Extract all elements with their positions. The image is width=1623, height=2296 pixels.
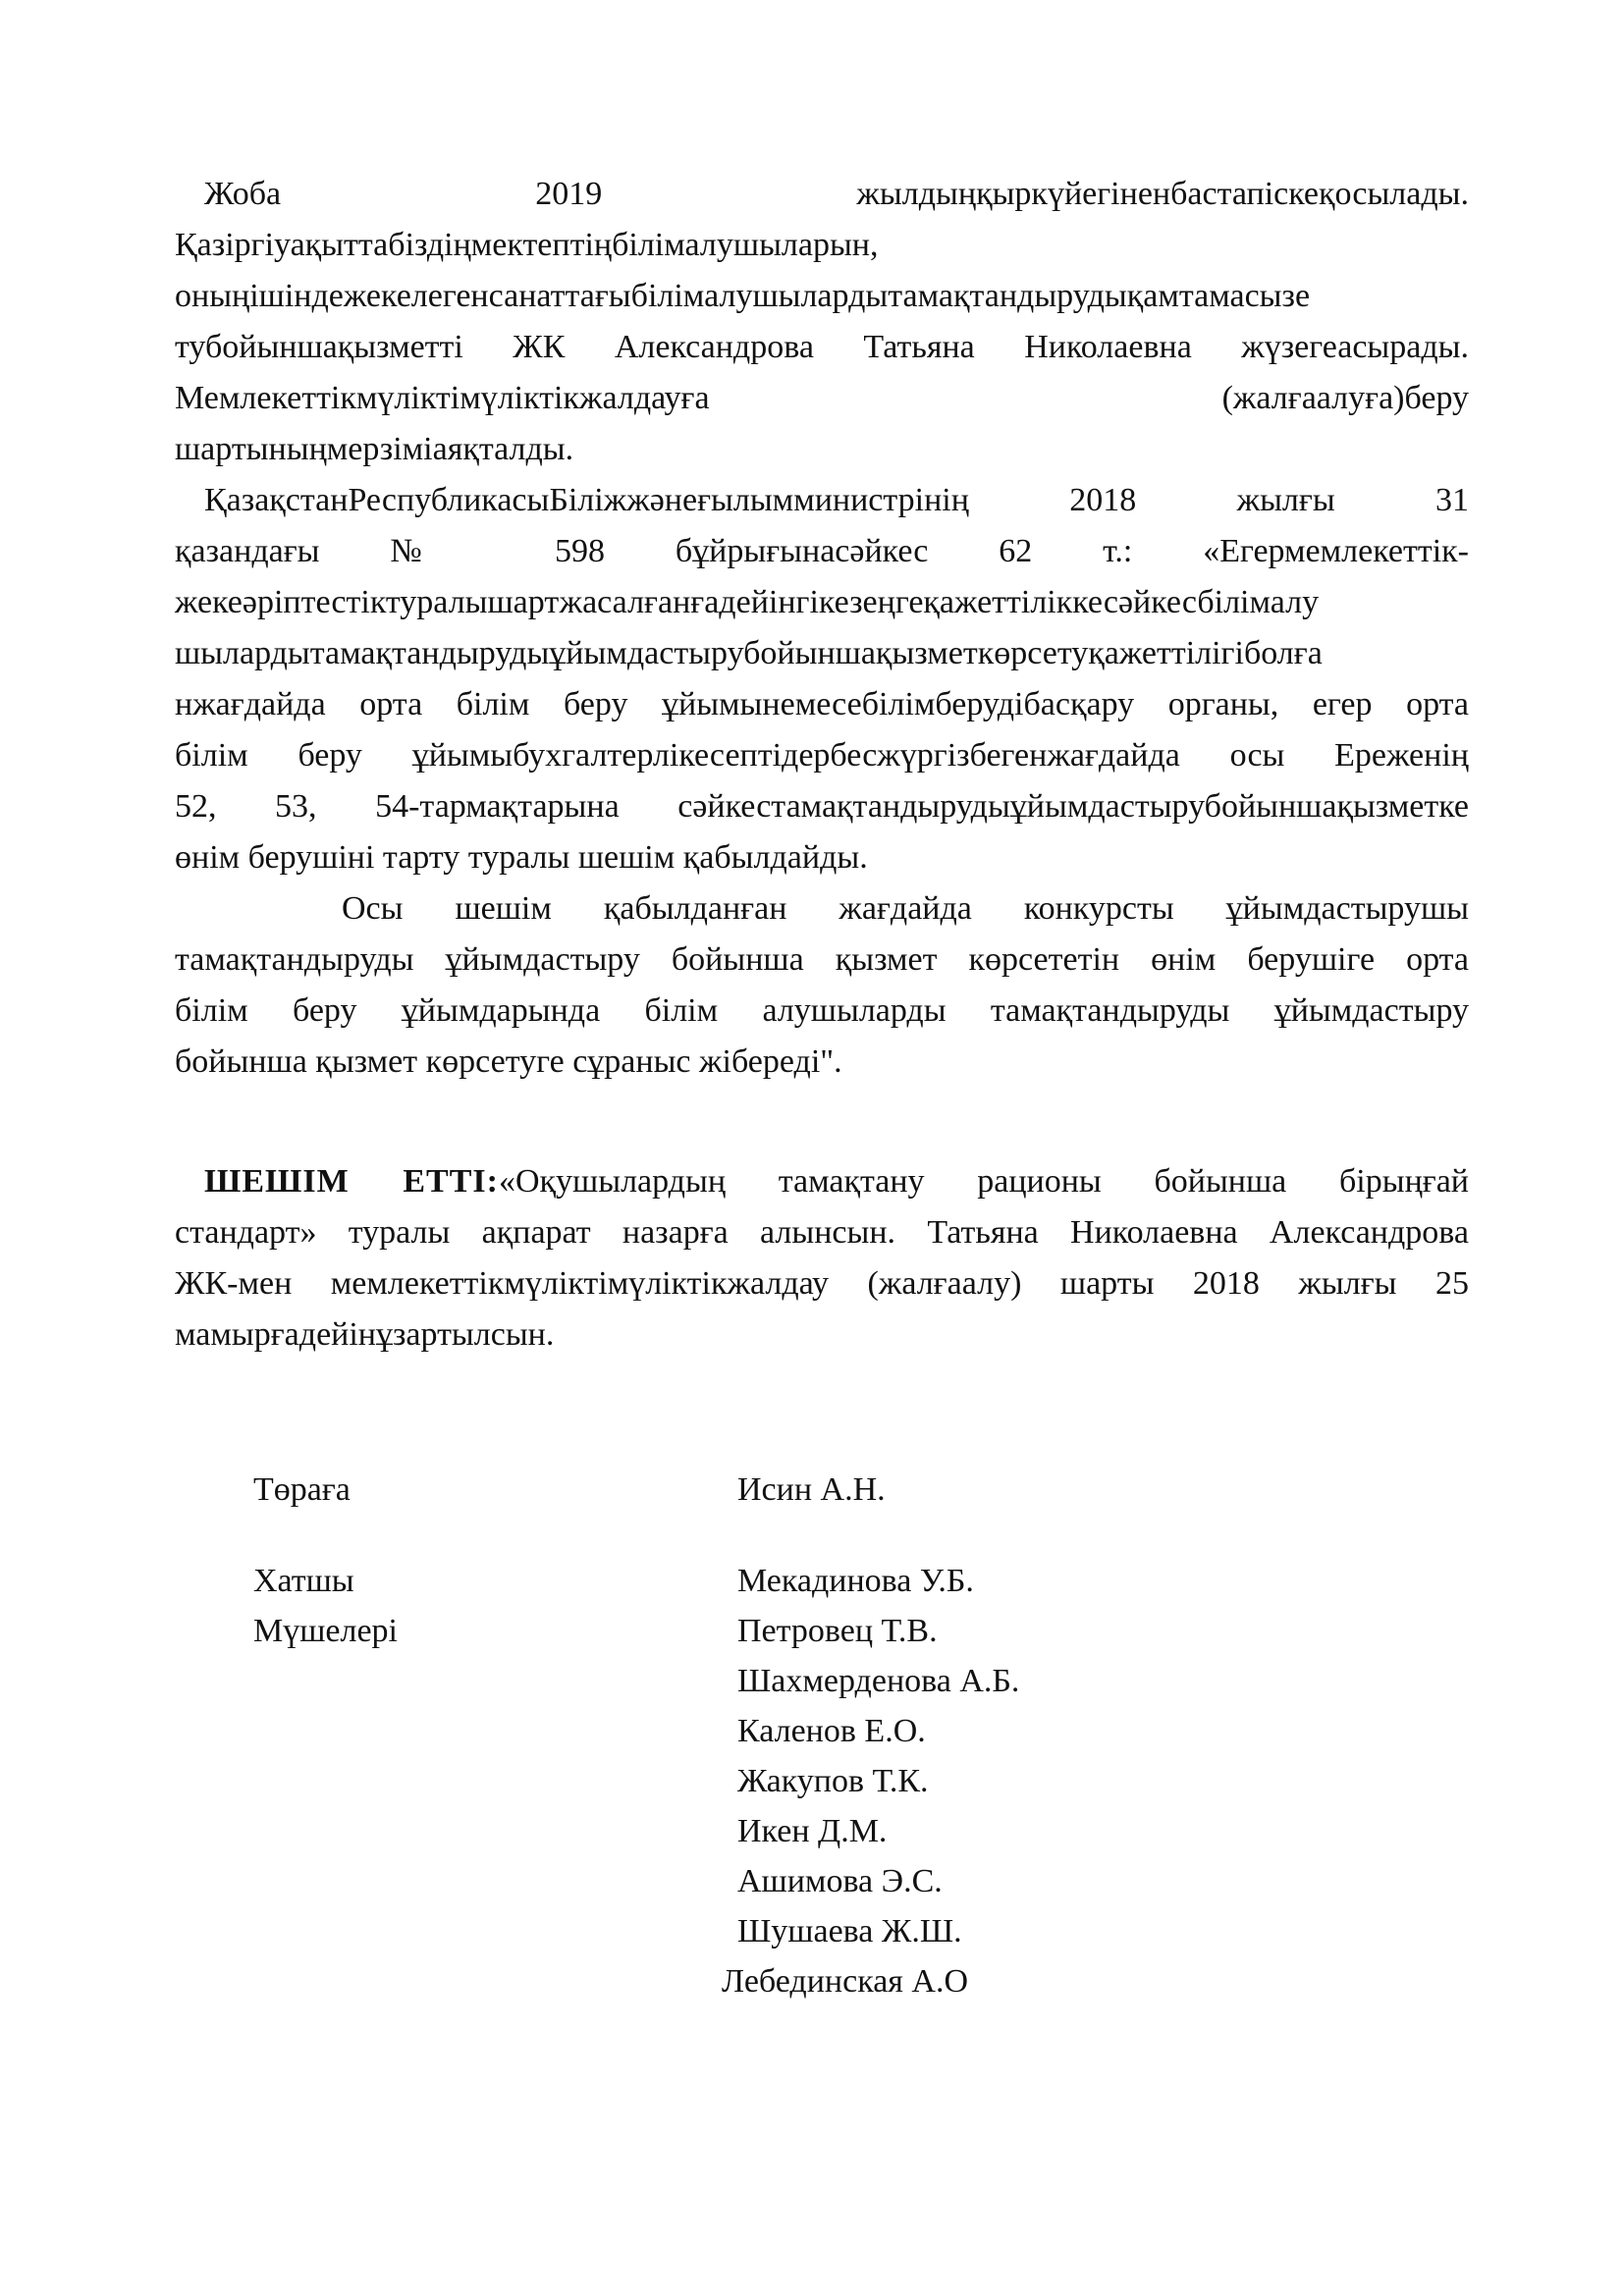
text-line: шартыныңмерзіміаяқталды. (175, 431, 574, 467)
text-line: тубойыншақызметті ЖК Александрова Татьяна Николаевна жүзегеасырады. (175, 329, 1469, 365)
text-line: білім беру ұйымыбухгалтерлікесептідербесжүргізбегенжағдайда осы Ереженің (175, 737, 1469, 774)
text-line: стандарт» туралы ақпарат назарға алынсын. Татьяна Николаевна Александрова (175, 1214, 1469, 1251)
text-line: мамырғадейінұзартылсын. (175, 1316, 555, 1353)
chair-label: Төраға (253, 1471, 351, 1508)
text-line: оныңішіндежекелегенсанаттағыбілімалушылардытамақтандырудықамтамасызе (175, 278, 1311, 314)
text-line: 52, 53, 54-тармақтарына сәйкестамақтандырудыұйымдастырубойыншақызметке (175, 788, 1469, 825)
text-line: ҚазақстанРеспубликасыБіліжжәнеғылымминистрінің 2018 жылғы 31 (204, 482, 1469, 518)
text-line: Қазіргіуақыттабіздіңмектептіңбілімалушыларын, (175, 227, 879, 263)
text-line: нжағдайда орта білім беру ұйымынемесебілімберудібасқару органы, егер орта (175, 686, 1469, 722)
text-line: тамақтандыруды ұйымдастыру бойынша қызмет көрсететін өнім берушіге орта (175, 941, 1469, 978)
text-line: Мемлекеттікмүліктімүліктікжалдауға (жалғаалуға)беру (175, 380, 1469, 416)
text-line: жекеәріптестіктуралышартжасалғанғадейінгікезеңгеқажеттіліккесәйкесбілімалу (175, 584, 1320, 620)
decision-label: ШЕШІМ ЕТТІ: (204, 1163, 499, 1200)
text-line: шылардытамақтандырудыұйымдастырубойыншақызметкөрсетуқажеттілігіболға (175, 635, 1323, 671)
member-name: Шушаева Ж.Ш. (737, 1913, 962, 1949)
secretary-name: Мекадинова У.Б. (737, 1563, 974, 1599)
member-name: Икен Д.М. (737, 1813, 888, 1849)
member-name: Ашимова Э.С. (737, 1863, 943, 1899)
member-name: Каленов Е.О. (737, 1713, 926, 1749)
member-name: Шахмерденова А.Б. (737, 1663, 1020, 1699)
member-name: Лебединская А.О (722, 1963, 969, 2000)
text-line: білім беру ұйымдарында білім алушыларды тамақтандыруды ұйымдастыру (175, 992, 1469, 1029)
text-line: Осы шешім қабылданған жағдайда конкурсты ұйымдастырушы (342, 890, 1469, 927)
decision-text: «Оқушылардың тамақтану рационы бойынша бірыңғай (498, 1163, 1469, 1200)
text-line: қазандағы № 598 бұйрығынасәйкес 62 т.: «Егермемлекеттік- (175, 533, 1469, 569)
text-line: ЖК-мен мемлекеттікмүліктімүліктікжалдау (жалғаалу) шарты 2018 жылғы 25 (175, 1265, 1469, 1302)
text-line: өнім берушіні тарту туралы шешім қабылдайды. (175, 839, 868, 876)
members-label: Мүшелері (253, 1613, 399, 1649)
text-line: бойынша қызмет көрсетуге сұраныс жібереді". (175, 1043, 842, 1080)
member-name: Жакупов Т.К. (737, 1763, 929, 1799)
text-line: Жоба 2019 жылдыңқыркүйегіненбастапіскеқосылады. (204, 176, 1469, 212)
member-name: Петровец Т.В. (737, 1613, 938, 1649)
text-line (175, 1156, 1469, 1207)
chair-name: Исин А.Н. (737, 1471, 886, 1508)
secretary-label: Хатшы (253, 1563, 354, 1599)
